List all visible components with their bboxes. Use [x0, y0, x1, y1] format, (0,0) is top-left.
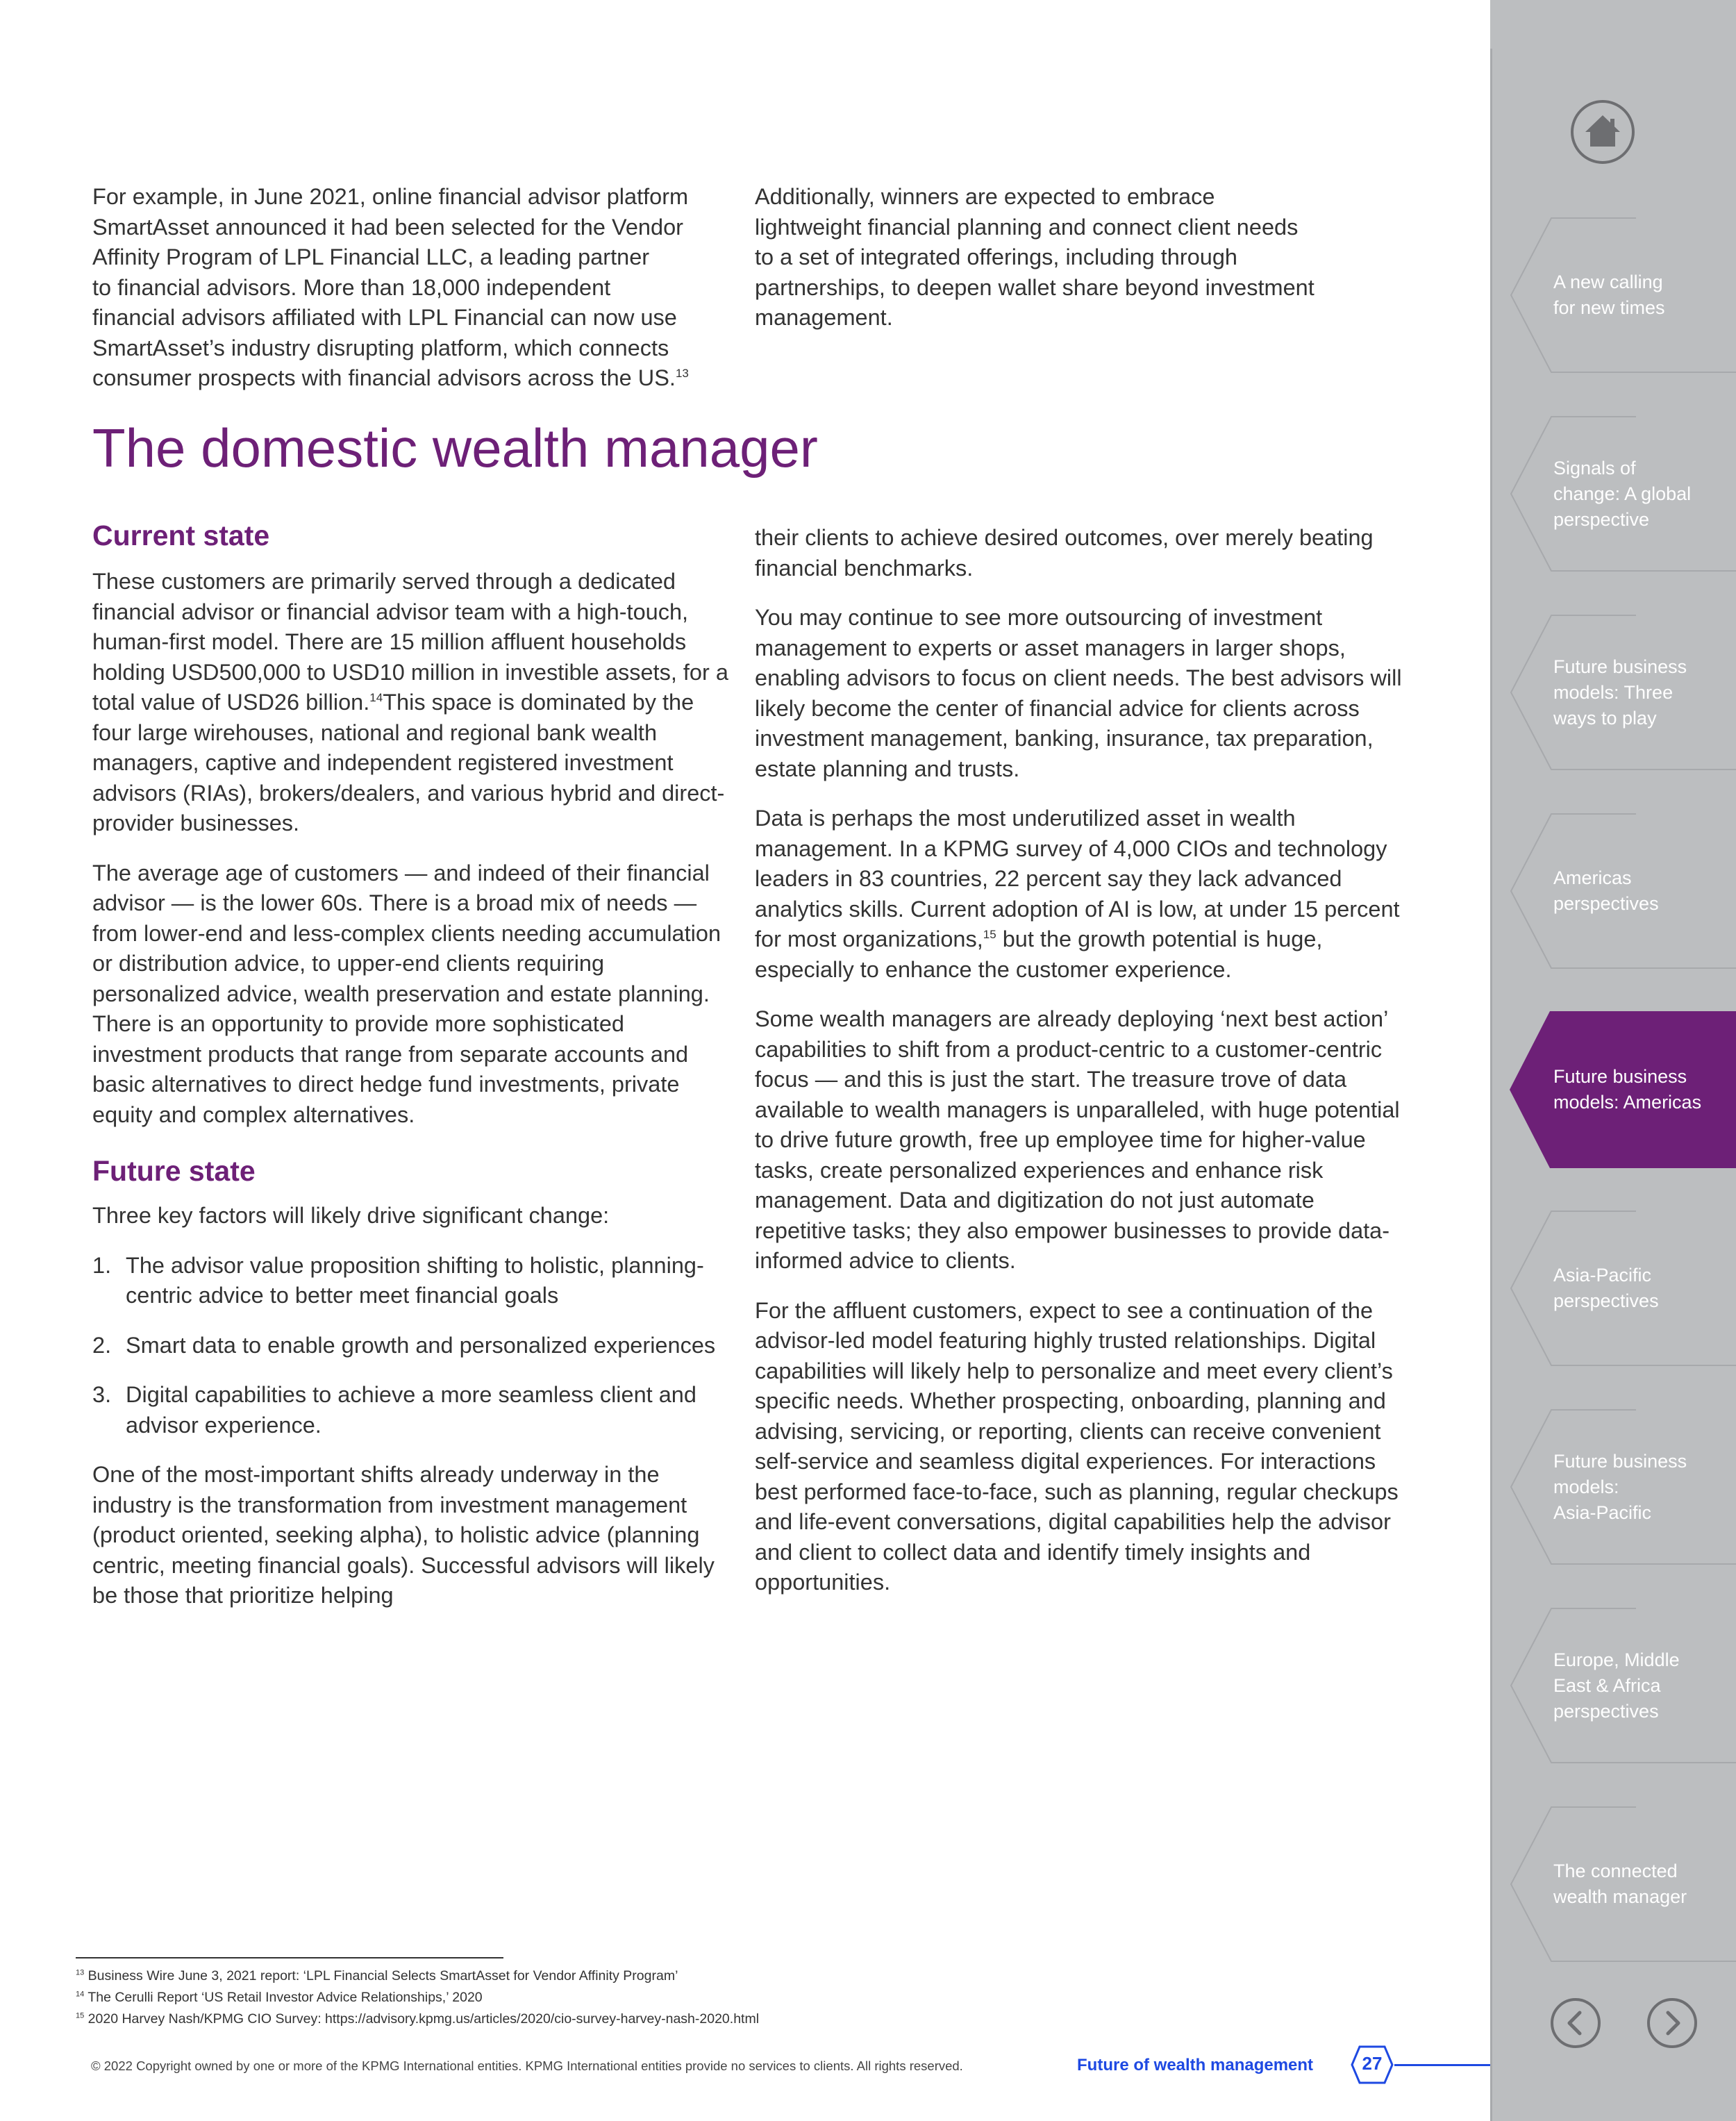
sidebar-item-label-line: Asia-Pacific [1553, 1502, 1652, 1523]
factor-item [92, 1380, 731, 1440]
footnote-ref: 14 [369, 691, 383, 705]
sidebar-item-label-line: models: [1553, 1477, 1619, 1497]
paragraph-text: but the growth potential is huge, especially to enhance the customer experience. [755, 926, 1323, 982]
footnote [76, 1987, 759, 2008]
publication-title: Future of wealth management [1077, 2056, 1314, 2074]
footnote-number: 15 [76, 2011, 85, 2020]
footnote-divider [76, 1957, 503, 1958]
factor-text: Smart data to enable growth and personalized experiences [126, 1332, 716, 1358]
factors-list [92, 1251, 731, 1441]
sidebar-item-label-line: Signals of [1553, 458, 1636, 479]
previous-page-button[interactable] [1550, 1997, 1601, 2049]
right-column [755, 523, 1404, 1598]
sidebar-item-label-line: Future business [1553, 1451, 1687, 1472]
footnotes [76, 1965, 759, 2030]
intro-left-column [92, 182, 738, 394]
intro-line: For example, in June 2021, online financial advisor platform [92, 184, 689, 209]
intro-line-text: consumer prospects with financial advisors across the US. [92, 365, 676, 390]
sidebar-item-label-line: Europe, Middle [1553, 1649, 1680, 1670]
sidebar-item-label [1553, 269, 1730, 321]
intro-line: SmartAsset announced it had been selected for the Vendor [92, 214, 683, 240]
sidebar-item-label [1553, 1449, 1730, 1526]
sidebar-item[interactable] [1490, 217, 1736, 374]
intro-line: Additionally, winners are expected to embrace [755, 184, 1215, 209]
factor-item [92, 1251, 731, 1311]
copyright-notice: © 2022 Copyright owned by one or more of the KPMG International entities. KPMG International entities provide no services to clients. All rights reserved. [91, 2058, 963, 2073]
intro-line: to a set of integrated offerings, including through [755, 244, 1238, 269]
home-button[interactable] [1570, 99, 1635, 165]
sidebar-item-label-line: wealth manager [1553, 1886, 1687, 1907]
chevron-left-icon [1569, 2013, 1580, 2033]
future-state-intro: Three key factors will likely drive significant change: [92, 1203, 610, 1228]
factor-text: Digital capabilities to achieve a more seamless client and advisor experience. [126, 1382, 696, 1438]
factor-number: 2. [92, 1332, 112, 1358]
sidebar-item-label-line: models: Three [1553, 682, 1674, 703]
sidebar-item-label-line: perspective [1553, 509, 1650, 530]
sidebar-item-label-line: models: Americas [1553, 1092, 1702, 1113]
sidebar-item-label [1553, 1858, 1730, 1910]
sidebar-item-label [1553, 1263, 1730, 1314]
factor-item [92, 1331, 731, 1361]
page-number: 27 [1362, 2053, 1383, 2074]
sidebar-item-label-line: perspectives [1553, 893, 1659, 914]
footnote [76, 1965, 759, 1987]
paragraph-text: This space is dominated by the four large wirehouses, national and regional bank wealth managers, captive and independent registered investment advisors (RIAs), brokers/dealers, and various hybrid and direct-provider businesses. [92, 690, 725, 835]
sidebar-item-label-line: The connected [1553, 1861, 1678, 1881]
footnote-number: 13 [76, 1968, 85, 1977]
left-column [92, 518, 731, 1611]
intro-line: management. [755, 305, 893, 330]
sidebar-item-label-line: East & Africa [1553, 1675, 1661, 1696]
footnote-number: 14 [76, 1990, 85, 1999]
future-state-closing: One of the most-important shifts already underway in the industry is the transformation from investment management (product oriented, seeking alpha), to holistic advice (planning centric, meeting financial goals). Successful advisors will likely be those that prioritize helping [92, 1462, 715, 1608]
footnote-ref: 15 [983, 928, 996, 942]
factor-text: The advisor value proposition shifting to holistic, planning-centric advice to better meet financial goals [126, 1252, 704, 1308]
right-paragraph-3 [755, 804, 1404, 985]
sidebar-item[interactable] [1490, 813, 1736, 970]
sidebar-item-label [1553, 1647, 1730, 1724]
right-paragraph-4: Some wealth managers are already deploying ‘next best action’ capabilities to shift from a product-centric to a customer-centric focus — and this is just the start. The treasure trove of data available to wealth managers is unparalleled, with huge potential to drive future growth, free up employee time for higher-value tasks, create personalized experiences and enhance risk management. Data and digitization do not just automate repetitive tasks; they also empower businesses to provide data-informed advice to clients. [755, 1006, 1400, 1273]
factor-number: 1. [92, 1252, 112, 1278]
sidebar-navigation [1490, 0, 1736, 2121]
sidebar-item[interactable] [1490, 415, 1736, 572]
sidebar-item-label [1553, 456, 1730, 533]
sidebar-item-label [1553, 865, 1730, 917]
sidebar-item-label-line: Future business [1553, 656, 1687, 677]
right-paragraph-5: For the affluent customers, expect to see a continuation of the advisor-led model featuring highly trusted relationships. Digital capabilities will likely help to personalize and meet every client’s specific needs. Whether prospecting, onboarding, planning and advising, servicing, or reporting, clients can receive convenient self-service and seamless digital experiences. For interactions best performed face-to-face, such as planning, regular checkups and life-event conversations, digital capabilities help the advisor and client to collect data and identify timely insights and opportunities. [755, 1297, 1399, 1595]
factor-number: 3. [92, 1382, 112, 1407]
future-state-heading: Future state [92, 1155, 256, 1187]
sidebar-item[interactable] [1490, 1607, 1736, 1764]
intro-line: to financial advisors. More than 18,000 independent [92, 274, 611, 300]
intro-line: lightweight financial planning and connect client needs [755, 214, 1299, 240]
current-state-heading: Current state [92, 519, 270, 551]
sidebar-item-label-line: perspectives [1553, 1701, 1659, 1722]
intro-line: SmartAsset’s industry disrupting platform, which connects [92, 335, 669, 360]
footnote-text: The Cerulli Report ‘US Retail Investor Advice Relationships,’ 2020 [87, 1990, 483, 2005]
paragraph-text: Data is perhaps the most underutilized asset in wealth management. In a KPMG survey of 4,000 CIOs and technology leaders in 83 countries, 22 percent say they lack advanced analytics skills. Current adoption of AI is low, at under 15 percent for most organizations, [755, 806, 1400, 951]
intro-line: partnerships, to deepen wallet share beyond investment [755, 274, 1314, 300]
sidebar-item[interactable] [1490, 1806, 1736, 1963]
sidebar-item[interactable] [1490, 1011, 1736, 1168]
right-paragraph-1: their clients to achieve desired outcomes, over merely beating financial benchmarks. [755, 525, 1374, 581]
sidebar-item-label-line: Asia-Pacific [1553, 1265, 1652, 1286]
sidebar-item-label [1553, 654, 1730, 731]
current-state-paragraph-1 [92, 567, 731, 839]
sidebar-item[interactable] [1490, 614, 1736, 771]
footnote-ref: 13 [675, 367, 689, 381]
right-paragraph-2: You may continue to see more outsourcing of investment management to experts or asset managers in larger shops, enabling advisors to focus on client needs. The best advisors will likely become the center of financial advice for clients across investment management, banking, insurance, tax preparation, estate planning and trusts. [755, 605, 1402, 781]
footnote [76, 2008, 759, 2030]
next-page-button[interactable] [1646, 1997, 1698, 2049]
sidebar-item-label-line: Future business [1553, 1066, 1687, 1087]
section-title: The domestic wealth manager [92, 417, 818, 479]
footnote-text: Business Wire June 3, 2021 report: ‘LPL Financial Selects SmartAsset for Vendor Affinity Program’ [87, 1968, 678, 1983]
sidebar-item-label-line: A new calling [1553, 272, 1663, 292]
sidebar-item-label [1553, 1064, 1730, 1115]
sidebar-item-label-line: ways to play [1553, 708, 1657, 729]
paragraph-text: These customers are primarily served through a dedicated financial advisor or financial advisor team with a high-touch, human-first model. There are 15 million affluent households holding USD500,000 to USD10 million in investible assets, for a total value of USD26 billion. [92, 569, 728, 715]
intro-line [92, 363, 738, 394]
chevron-right-icon [1668, 2013, 1678, 2033]
sidebar-item-label-line: Americas [1553, 867, 1632, 888]
sidebar-item-label-line: perspectives [1553, 1290, 1659, 1311]
footnote-text[interactable]: 2020 Harvey Nash/KPMG CIO Survey: https://advisory.kpmg.us/articles/2020/cio-survey-harvey-nash-2020.html [87, 2011, 760, 2027]
intro-line: Affinity Program of LPL Financial LLC, a leading partner [92, 244, 650, 269]
current-state-paragraph-2: The average age of customers — and indeed of their financial advisor — is the lower 60s. There is a broad mix of needs — from lower-end and less-complex clients needing accumulation or distribution advice, to upper-end clients requiring personalized advice, wealth preservation and estate planning. There is an opportunity to provide more sophisticated investment products that range from separate accounts and basic alternatives to direct hedge fund investments, private equity and complex alternatives. [92, 860, 721, 1127]
sidebar-item-label-line: change: A global [1553, 483, 1692, 504]
sidebar-item-label-line: for new times [1553, 297, 1665, 318]
intro-right-column [755, 182, 1408, 333]
footer-rule [1394, 2064, 1490, 2066]
intro-line: financial advisors affiliated with LPL Financial can now use [92, 305, 677, 330]
sidebar-item[interactable] [1490, 1408, 1736, 1565]
sidebar-item[interactable] [1490, 1210, 1736, 1367]
